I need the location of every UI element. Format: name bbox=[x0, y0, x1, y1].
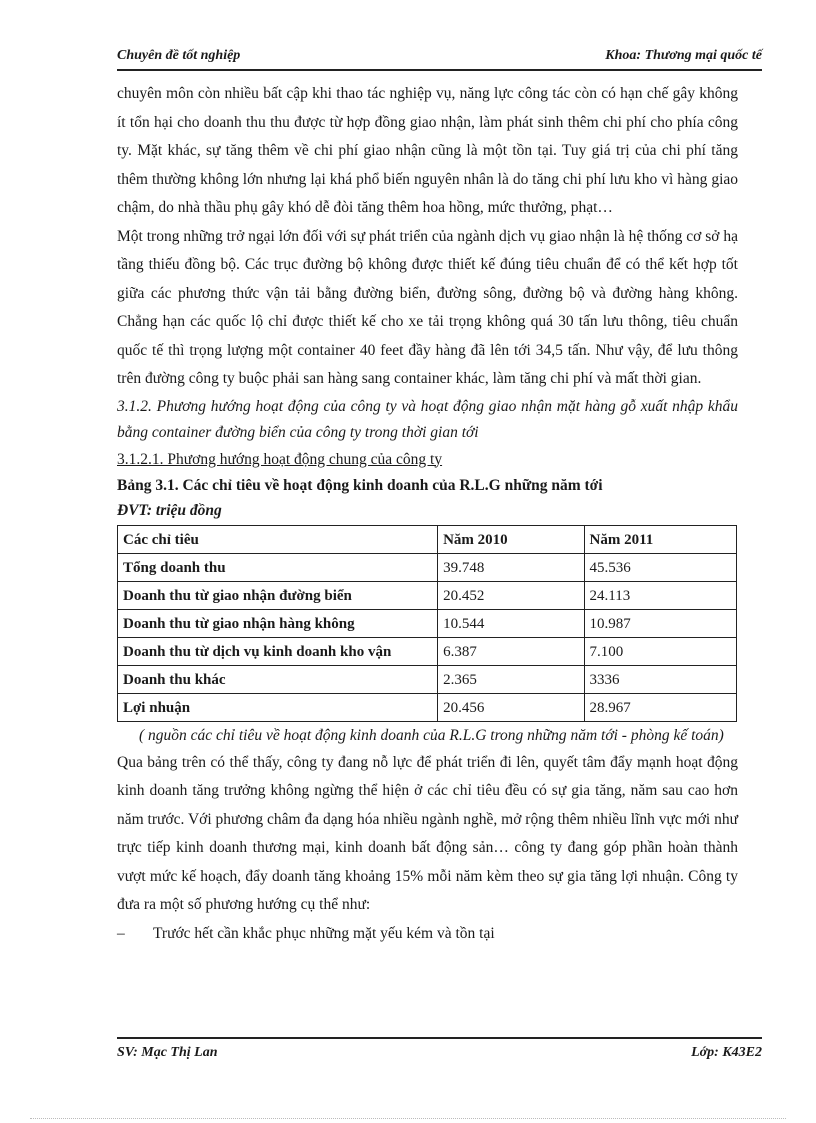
table-row bbox=[118, 609, 737, 637]
header-doc-type: Chuyên đề tốt nghiệp bbox=[117, 48, 241, 63]
cell-2011: 7.100 bbox=[584, 637, 737, 665]
table-row bbox=[118, 553, 737, 581]
list-item-text: Trước hết cần khắc phục những mặt yếu kém và tồn tại bbox=[153, 924, 495, 942]
cell-2011: 45.536 bbox=[584, 553, 737, 581]
cell-2011: 3336 bbox=[584, 665, 737, 693]
row-label: Doanh thu khác bbox=[118, 665, 438, 693]
page-body bbox=[117, 80, 738, 948]
table-title: Bảng 3.1. Các chỉ tiêu về hoạt động kinh doanh của R.L.G những năm tới bbox=[117, 476, 603, 494]
cell-2010: 39.748 bbox=[438, 553, 584, 581]
paragraph: Một trong những trở ngại lớn đối với sự phát triển của ngành dịch vụ giao nhận là hệ thống cơ sở hạ tầng thiếu đồng bộ. Các trục đường bộ không được thiết kế đúng tiêu chuẩn để có thể kết hợp tốt giữa các phương thức vận tải bằng đường biển, đường sông, đường bộ và đường hàng không. Chẳng hạn các quốc lộ chỉ được thiết kế cho xe tải trọng không quá 30 tấn lưu thông, tiêu chuẩn quốc tế thì trọng lượng một container 40 feet đầy hàng đã lên tới 34,5 tấn. Như vậy, để lưu thông trên đường công ty buộc phải san hàng sang container khác, làm tăng chi phí và mất thời gian. bbox=[117, 227, 738, 387]
table-row bbox=[118, 693, 737, 721]
cell-2011: 10.987 bbox=[584, 609, 737, 637]
paragraph: Qua bảng trên có thể thấy, công ty đang nỗ lực để phát triển đi lên, quyết tâm đẩy mạnh hoạt động kinh doanh tăng trưởng không ngừng thể hiện ở các chỉ tiêu đều có sự gia tăng, năm sau cao hơn năm trước. Với phương châm đa dạng hóa nhiều ngành nghề, mở rộng thêm nhiều lĩnh vực mới như trực tiếp kinh doanh thương mại, kinh doanh bất động sản… công ty đang góp phần hoàn thành vượt mức kế hoạch, đẩy doanh tăng khoảng 15% mỗi năm kèm theo sự gia tăng lợi nhuận. Công ty đưa ra một số phương hướng cụ thể như: bbox=[117, 753, 738, 913]
cell-2010: 10.544 bbox=[438, 609, 584, 637]
subsection-heading: 3.1.2.1. Phương hướng hoạt động chung của công ty bbox=[117, 450, 443, 468]
page-footer bbox=[117, 1037, 762, 1065]
table-header-row bbox=[118, 525, 737, 553]
header-faculty: Khoa: Thương mại quốc tế bbox=[605, 48, 762, 63]
footer-class: Lớp: K43E2 bbox=[691, 1045, 762, 1060]
list-item bbox=[117, 920, 738, 948]
column-header: Năm 2010 bbox=[438, 525, 584, 553]
table-unit: ĐVT: triệu đồng bbox=[117, 501, 222, 519]
column-header: Các chỉ tiêu bbox=[118, 525, 438, 553]
cell-2010: 20.456 bbox=[438, 693, 584, 721]
cell-2011: 24.113 bbox=[584, 581, 737, 609]
table-row bbox=[118, 581, 737, 609]
table-row bbox=[118, 665, 737, 693]
table-row bbox=[118, 637, 737, 665]
cell-2010: 20.452 bbox=[438, 581, 584, 609]
section-heading: 3.1.2. Phương hướng hoạt động của công ty và hoạt động giao nhận mặt hàng gỗ xuất nhập khẩu bằng container đường biển của công ty trong thời gian tới bbox=[117, 397, 738, 441]
row-label: Doanh thu từ giao nhận hàng không bbox=[118, 609, 438, 637]
page-bottom-divider bbox=[30, 1118, 786, 1119]
page-header bbox=[117, 47, 762, 71]
row-label: Tổng doanh thu bbox=[118, 553, 438, 581]
table-source-note: ( nguồn các chỉ tiêu về hoạt động kinh doanh của R.L.G trong những năm tới - phòng kế toán) bbox=[139, 726, 724, 744]
cell-2010: 2.365 bbox=[438, 665, 584, 693]
paragraph: chuyên môn còn nhiều bất cập khi thao tác nghiệp vụ, năng lực công tác còn có hạn chế gây không ít tổn hại cho doanh thu thu được từ hợp đồng giao nhận, làm phát sinh thêm chi phí cho phía công ty. Mặt khác, sự tăng thêm về chi phí giao nhận cũng là một tồn tại. Tuy giá trị của chi phí tăng thêm thường không lớn nhưng lại khá phổ biến nguyên nhân là do tăng chi phí lưu kho vì hàng giao chậm, do nhà thầu phụ gây khó dễ đòi tăng thêm hoa hồng, mức thưởng, phạt… bbox=[117, 85, 738, 216]
cell-2011: 28.967 bbox=[584, 693, 737, 721]
row-label: Lợi nhuận bbox=[118, 693, 438, 721]
business-indicators-table bbox=[117, 525, 737, 722]
column-header: Năm 2011 bbox=[584, 525, 737, 553]
row-label: Doanh thu từ giao nhận đường biển bbox=[118, 581, 438, 609]
footer-student: SV: Mạc Thị Lan bbox=[117, 1045, 218, 1060]
cell-2010: 6.387 bbox=[438, 637, 584, 665]
row-label: Doanh thu từ dịch vụ kinh doanh kho vận bbox=[118, 637, 438, 665]
bullet-marker: – bbox=[117, 924, 125, 942]
